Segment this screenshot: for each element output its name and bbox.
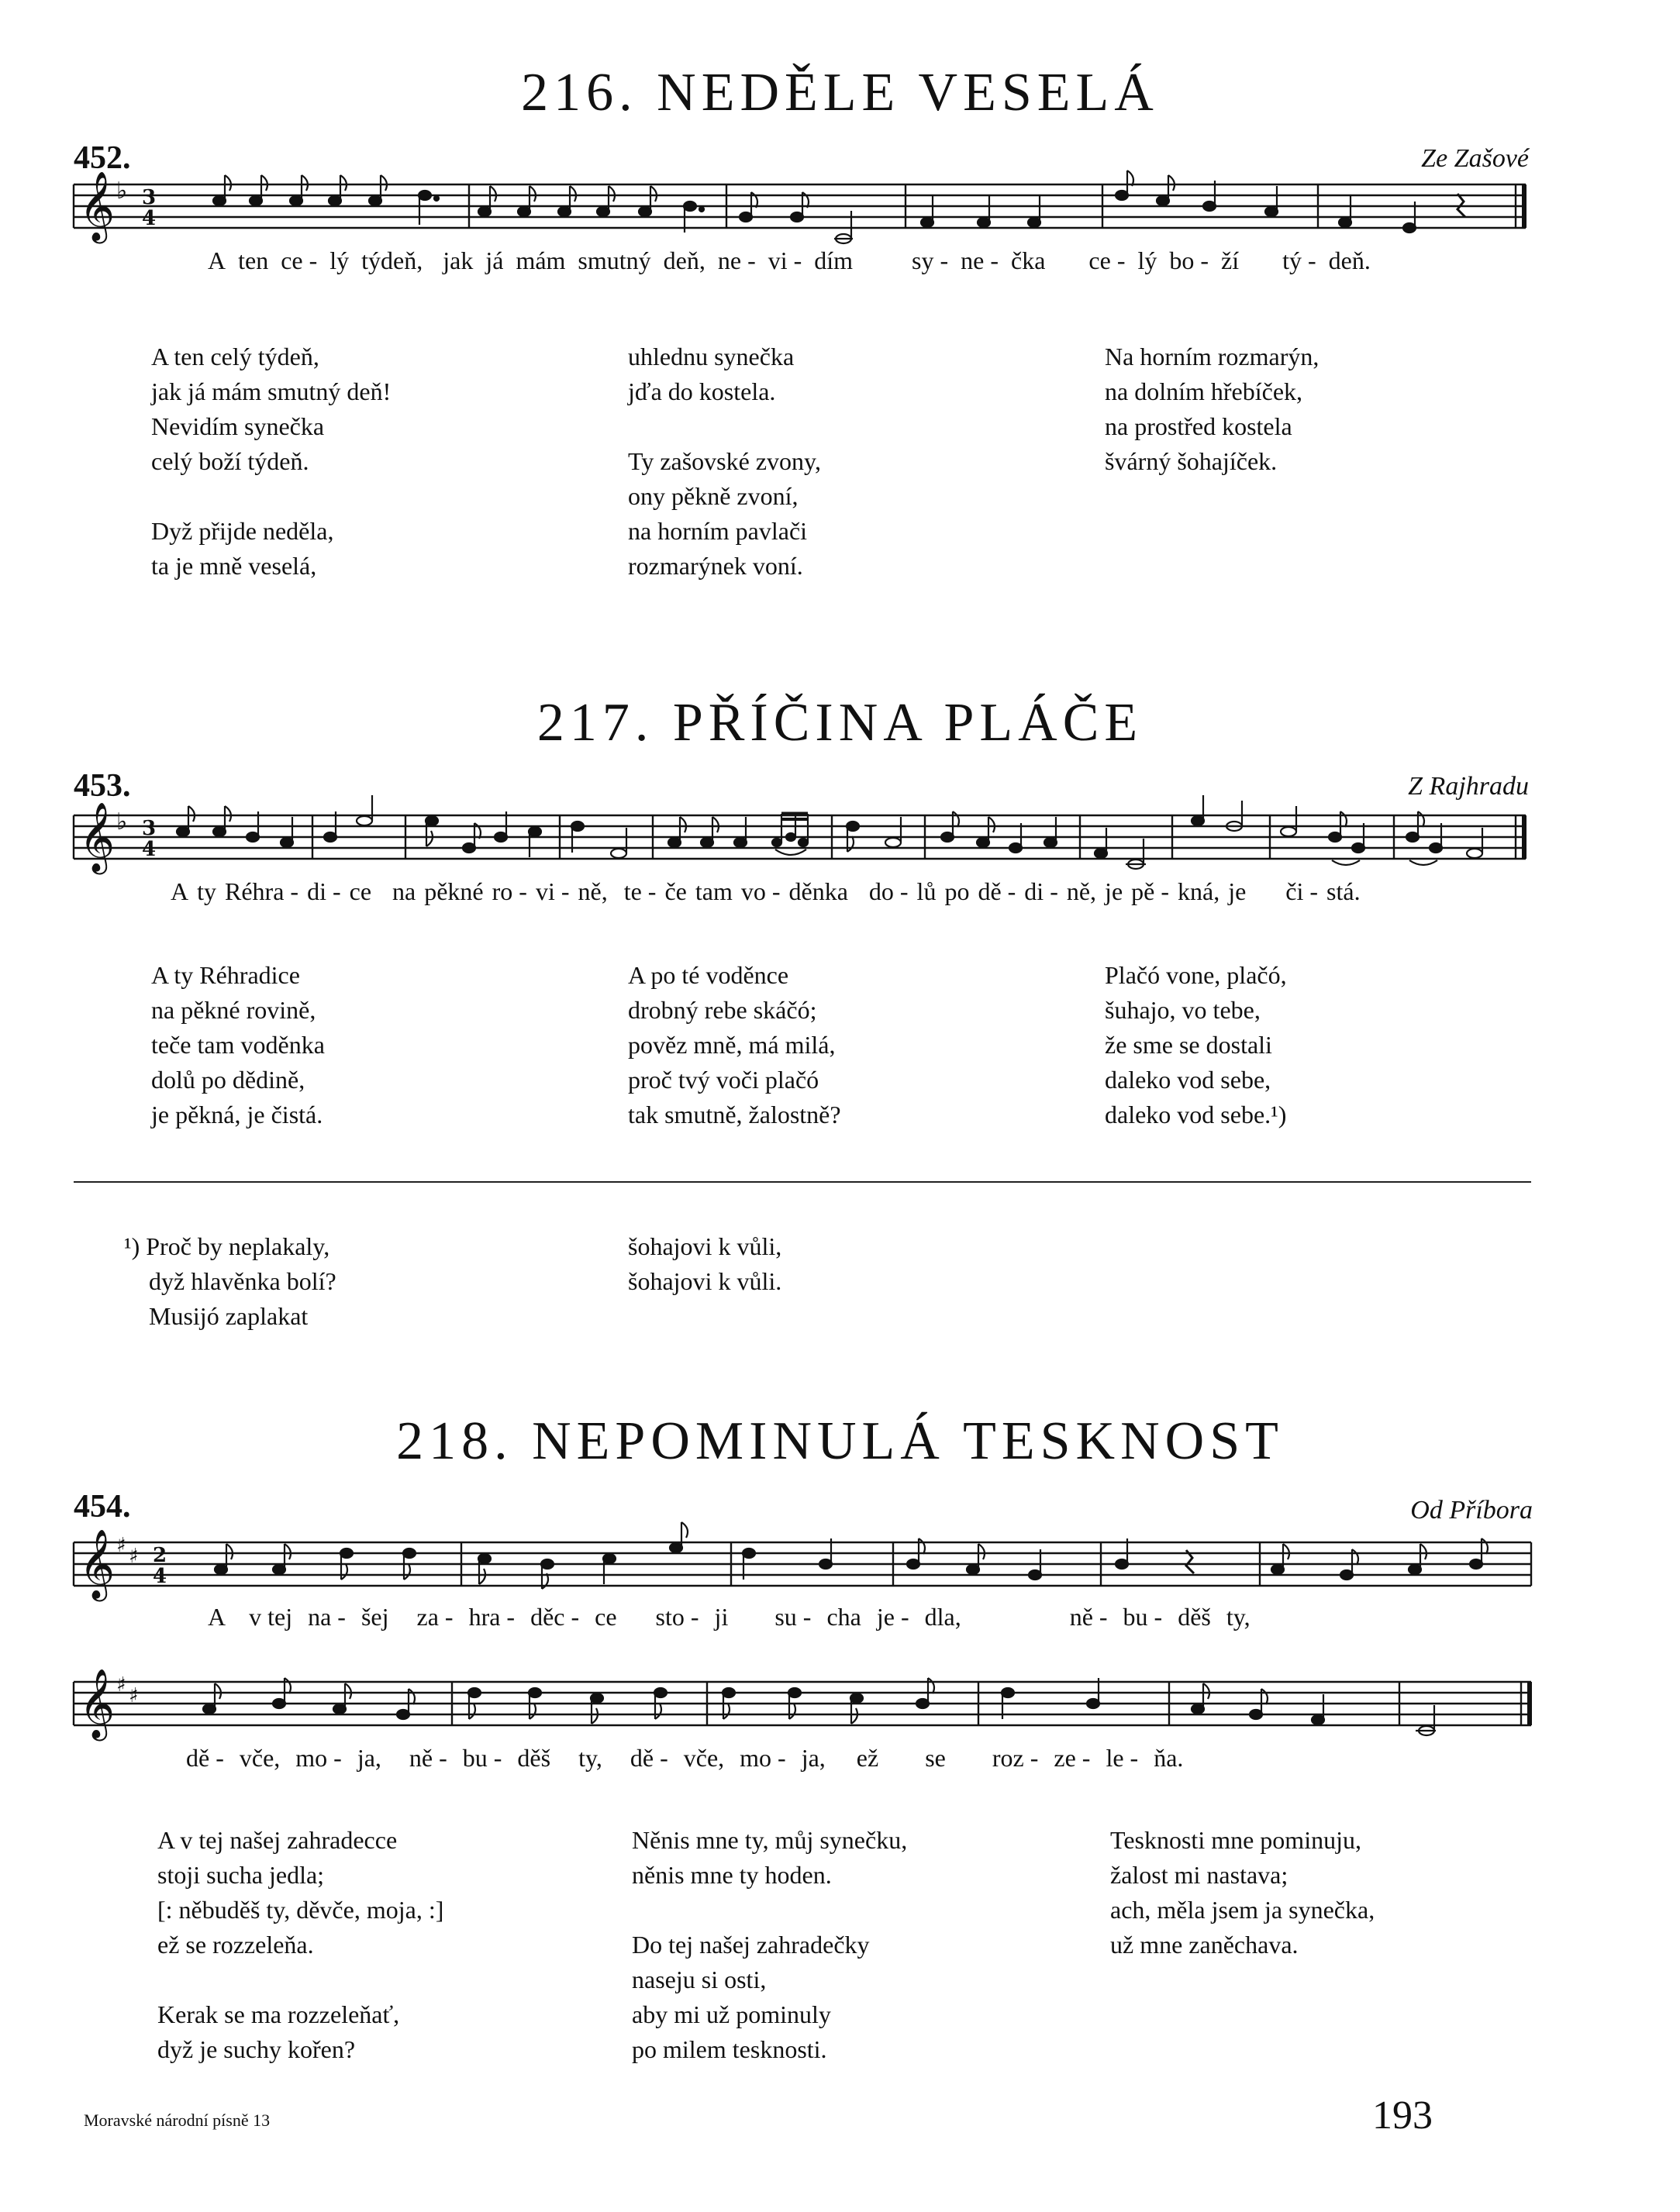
lyric-syllable: A [171, 877, 189, 905]
lyric-syllable: děc - [530, 1603, 580, 1631]
lyric-syllable: se [925, 1744, 946, 1772]
lyric-syllable: ží [1221, 246, 1240, 274]
svg-text:4: 4 [142, 207, 157, 230]
lyric-syllable: vo - [740, 877, 781, 905]
lyric-syllable: A [208, 246, 226, 274]
lyric-syllable: šej [360, 1603, 389, 1631]
lyric-syllable: vče, [683, 1744, 725, 1772]
lyric-syllable: dla, [924, 1603, 961, 1631]
lyric-syllable: di - [307, 877, 341, 905]
lyric-syllable: dě - [630, 1744, 668, 1772]
lyric-syllable: týdeň, [361, 246, 423, 274]
lyric-syllable: dě - [186, 1744, 224, 1772]
lyric-syllable: deň, [663, 246, 705, 274]
lyric-syllable: ja, [801, 1744, 826, 1772]
lyric-syllable: jak [443, 246, 474, 274]
lyric-syllable: je [1105, 877, 1123, 905]
svg-text:4: 4 [142, 838, 157, 861]
notes-453 [177, 795, 1482, 869]
lyric-syllable: ně, [578, 877, 608, 905]
melody-source-452: Ze Zašové [1421, 144, 1529, 173]
lyric-syllable: či - [1285, 877, 1319, 905]
lyric-syllable: čka [1011, 246, 1046, 274]
notes-454-b [203, 1678, 1436, 1735]
lyric-syllable: lů [916, 877, 937, 905]
lyric-syllable: ce [349, 877, 372, 905]
lyric-syllable: ež [856, 1744, 879, 1772]
svg-text:♯: ♯ [116, 1534, 126, 1557]
verse-column-1: A ten celý týdeň, jak já mám smutný deň! Nevidím synečka celý boží týdeň. Dyž přijde neděla, ta je mně veselá, [151, 343, 392, 580]
lyric-syllable: če [664, 877, 687, 905]
lyric-syllable: ty, [1226, 1603, 1251, 1631]
treble-clef-icon: 𝄞 [79, 171, 116, 241]
melody-number-454: 454. [74, 1489, 131, 1525]
lyric-syllable: bu - [462, 1744, 502, 1772]
svg-text:2: 2 [153, 1544, 167, 1567]
lyric-syllable: děš [517, 1744, 551, 1772]
verse-column-2: uhlednu synečka jďa do kostela. Ty zašovské zvony, ony pěkně zvoní, na horním pavlači rozmarýnek voní. [628, 343, 821, 580]
notes-452 [213, 171, 1465, 243]
lyric-syllable: le - [1106, 1744, 1139, 1772]
lyric-syllable: sy - [912, 246, 949, 274]
footnote-divider [74, 1181, 1531, 1183]
staff-454-a [74, 1542, 1531, 1586]
verse-column-1: A v tej našej zahradecce stoji sucha jedla; [: něbuděš ty, děvče, moja, :] ež se rozzeleňa. Kerak se ma rozzeleňať, dyž je suchy kořen? [157, 1826, 444, 2063]
lyric-syllable: cha [826, 1603, 861, 1631]
svg-text:3: 3 [142, 186, 157, 209]
lyric-syllable: po [944, 877, 970, 905]
melody-source-453: Z Rajhradu [1408, 772, 1529, 801]
lyric-syllable: ji [714, 1603, 729, 1631]
svg-text:♯: ♯ [116, 1673, 126, 1697]
lyric-syllable: pěkné [424, 877, 484, 905]
lyric-syllable: di - [1024, 877, 1058, 905]
lyrics-454-line-1 [208, 1603, 1495, 1631]
lyric-syllable: ze - [1054, 1744, 1091, 1772]
lyric-syllable: deň. [1328, 246, 1371, 274]
lyric-syllable: su - [774, 1603, 812, 1631]
lyric-syllable: ne - [961, 246, 999, 274]
verse-column-2: A po té voděnce drobný rebe skáčó; pověz mně, má milá, proč tvý voči plačó tak smutně, žalostně? [628, 961, 841, 1128]
svg-text:4: 4 [153, 1565, 167, 1588]
lyric-syllable: sto - [655, 1603, 699, 1631]
lyric-syllable: ty, [578, 1744, 602, 1772]
lyric-syllable: pě - [1131, 877, 1169, 905]
lyric-syllable: vi - [768, 246, 802, 274]
lyric-syllable: dě - [978, 877, 1016, 905]
lyric-syllable: roz - [992, 1744, 1039, 1772]
lyric-syllable: ně, [1066, 877, 1097, 905]
staff-454-b [74, 1682, 1531, 1725]
treble-clef-icon: 𝄞 [79, 1669, 116, 1738]
lyric-syllable: ty [197, 877, 216, 905]
svg-text:3: 3 [142, 817, 157, 840]
treble-clef-icon: 𝄞 [79, 802, 116, 872]
lyric-syllable: mám [516, 246, 566, 274]
verse-column-3: Plačó vone, plačó, šuhajo, vo tebe, že sme se dostali daleko vod sebe, daleko vod sebe.¹) [1105, 961, 1287, 1128]
lyric-syllable: te - [623, 877, 657, 905]
lyric-syllable: bu - [1123, 1603, 1163, 1631]
lyric-syllable: smutný [578, 246, 651, 274]
lyric-syllable: ten [238, 246, 269, 274]
lyric-syllable: je [1228, 877, 1247, 905]
footer-book-title: Moravské národní písně 13 [84, 2110, 271, 2130]
lyric-syllable: hra - [468, 1603, 516, 1631]
svg-text:♯: ♯ [129, 1545, 139, 1568]
svg-text:♭: ♭ [116, 808, 128, 836]
lyric-syllable: ně - [409, 1744, 447, 1772]
lyric-syllable: na [392, 877, 416, 905]
lyric-syllable: děš [1178, 1603, 1211, 1631]
lyric-syllable: tý - [1282, 246, 1316, 274]
lyric-syllable: lý [329, 246, 350, 274]
lyric-syllable: ja, [357, 1744, 381, 1772]
melody-number-452: 452. [74, 140, 131, 176]
svg-text:♭: ♭ [116, 177, 128, 205]
footnote-column-1: ¹) Proč by neplakaly, dyž hlavěnka bolí? Musijó zaplakat [124, 1232, 336, 1330]
lyric-syllable: stá. [1326, 877, 1361, 905]
lyric-syllable: tam [695, 877, 733, 905]
lyric-syllable: ně - [1069, 1603, 1108, 1631]
lyric-syllable: ne - [717, 246, 756, 274]
verse-column-2: Něnis mne ty, můj synečku, něnis mne ty hoden. Do tej našej zahradečky naseju si osti, aby mi už pominuly po milem tesknosti. [632, 1826, 908, 2063]
lyric-syllable: za - [416, 1603, 454, 1631]
song-title-216: 216. NEDĚLE VESELÁ [521, 63, 1159, 122]
page-number: 193 [1372, 2093, 1433, 2138]
staff-452 [74, 184, 1526, 228]
lyrics-454-line-2 [186, 1744, 1473, 1773]
lyrics-452 [208, 246, 1448, 275]
lyric-syllable: dím [814, 246, 854, 274]
lyric-syllable: do - [868, 877, 909, 905]
lyric-syllable: lý [1137, 246, 1157, 274]
lyric-syllable: vi - [535, 877, 570, 905]
lyric-syllable: mo - [295, 1744, 342, 1772]
lyric-syllable: bo - [1169, 246, 1209, 274]
lyric-syllable: v tej [249, 1603, 293, 1631]
melody-number-453: 453. [74, 768, 131, 804]
lyric-syllable: Réhra - [225, 877, 299, 905]
lyric-syllable: já [485, 246, 504, 274]
lyric-syllable: ňa. [1154, 1744, 1184, 1772]
lyric-syllable: A [208, 1603, 226, 1631]
lyric-syllable: ce - [1088, 246, 1126, 274]
verse-column-3: Tesknosti mne pominuju, žalost mi nastava; ach, měla jsem ja synečka, už mne zaněchava. [1110, 1826, 1375, 1959]
lyrics-453 [171, 877, 1504, 906]
verse-column-1: A ty Réhradice na pěkné rovině, teče tam voděnka dolů po dědině, je pěkná, je čistá. [151, 961, 325, 1128]
verse-column-3: Na horním rozmarýn, na dolním hřebíček, na prostřed kostela švárný šohajíček. [1105, 343, 1320, 475]
lyric-syllable: na - [308, 1603, 346, 1631]
lyric-syllable: je - [876, 1603, 909, 1631]
lyric-syllable: ce - [281, 246, 318, 274]
notes-454-a [215, 1522, 1488, 1589]
lyric-syllable: děnka [788, 877, 848, 905]
song-title-218: 218. NEPOMINULÁ TESKNOST [396, 1411, 1284, 1471]
song-title-217: 217. PŘÍČINA PLÁČE [536, 693, 1144, 753]
staff-453 [74, 815, 1526, 859]
treble-clef-icon: 𝄞 [79, 1529, 116, 1599]
melody-source-454: Od Příbora [1410, 1496, 1533, 1525]
lyric-syllable: vče, [239, 1744, 281, 1772]
footnote-column-2: šohajovi k vůli, šohajovi k vůli. [628, 1232, 782, 1295]
lyric-syllable: kná, [1178, 877, 1220, 905]
lyric-syllable: mo - [740, 1744, 786, 1772]
lyric-syllable: ce [595, 1603, 617, 1631]
svg-text:♯: ♯ [129, 1684, 139, 1707]
lyric-syllable: ro - [492, 877, 527, 905]
